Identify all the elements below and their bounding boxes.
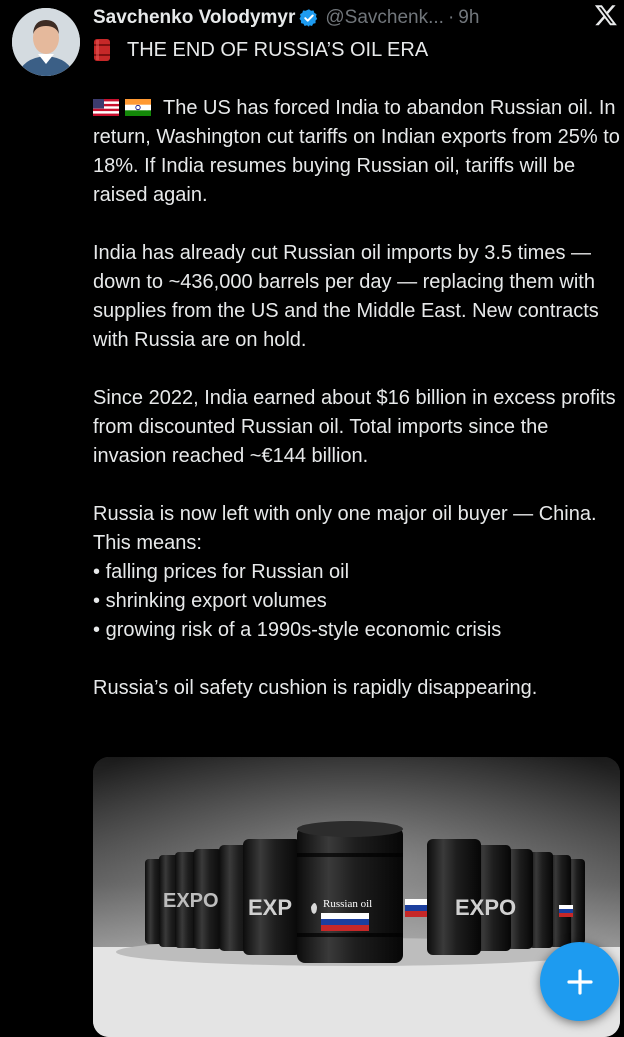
closing-line: Russia’s oil safety cushion is rapidly disappearing. <box>93 677 538 699</box>
separator-dot: · <box>447 7 455 28</box>
verified-badge-icon <box>299 8 319 28</box>
post-body <box>93 94 621 703</box>
barrel-text-mid: EXP <box>248 895 293 920</box>
paragraph-3: Since 2022, India earned about $16 billion in excess profits from discounted Russian oil. Total imports since the invasion reached ~€144 billion. <box>93 387 616 467</box>
author-handle[interactable]: @Savchenk... <box>325 7 444 28</box>
post-timestamp[interactable]: 9h <box>458 7 480 28</box>
us-flag-icon <box>93 99 119 116</box>
author-name[interactable]: Savchenko Volodymyr <box>93 7 296 28</box>
bullet-marker: • <box>93 590 101 612</box>
barrel-text-left: EXPO <box>163 890 219 912</box>
oil-barrels-photo <box>93 757 620 1037</box>
barrel-text-right: EXPO <box>455 895 517 920</box>
plus-icon <box>565 967 595 997</box>
barrel-label: Russian oil <box>323 898 373 910</box>
bullet-marker: • <box>93 619 101 641</box>
post-title-line <box>93 36 428 64</box>
bullet-text: falling prices for Russian oil <box>105 561 350 583</box>
bullet-marker: • <box>93 561 101 583</box>
bullet-text: shrinking export volumes <box>105 590 327 612</box>
avatar[interactable] <box>12 8 80 76</box>
paragraph-1-text: The US has forced India to abandon Russian oil. In return, Washington cut tariffs on Indian exports from 25% to 18%. If India resumes buying Russian oil, tariffs will be raised again. <box>93 97 620 206</box>
paragraph-4 <box>93 500 621 645</box>
paragraph-2: India has already cut Russian oil imports by 3.5 times — down to ~436,000 barrels per day — replacing them with supplies from the US and the Middle East. New contracts with Russia are on hold. <box>93 242 599 351</box>
central-barrel <box>297 821 403 963</box>
oil-drum-emoji-icon <box>93 38 111 62</box>
avatar-photo <box>12 8 80 76</box>
x-logo-icon[interactable] <box>594 3 618 27</box>
paragraph-1 <box>93 94 621 210</box>
post-header <box>93 4 613 32</box>
post-title: THE END OF RUSSIA’S OIL ERA <box>127 38 429 61</box>
bullet-text: growing risk of a 1990s-style economic crisis <box>105 619 502 641</box>
india-flag-icon <box>125 99 151 116</box>
post-media-image[interactable] <box>93 757 620 1037</box>
paragraph-4-text: Russia is now left with only one major oil buyer — China. This means: <box>93 503 597 554</box>
bullet-item <box>93 616 621 645</box>
compose-button[interactable] <box>540 942 619 1021</box>
bullet-item <box>93 587 621 616</box>
bullet-item <box>93 558 621 587</box>
